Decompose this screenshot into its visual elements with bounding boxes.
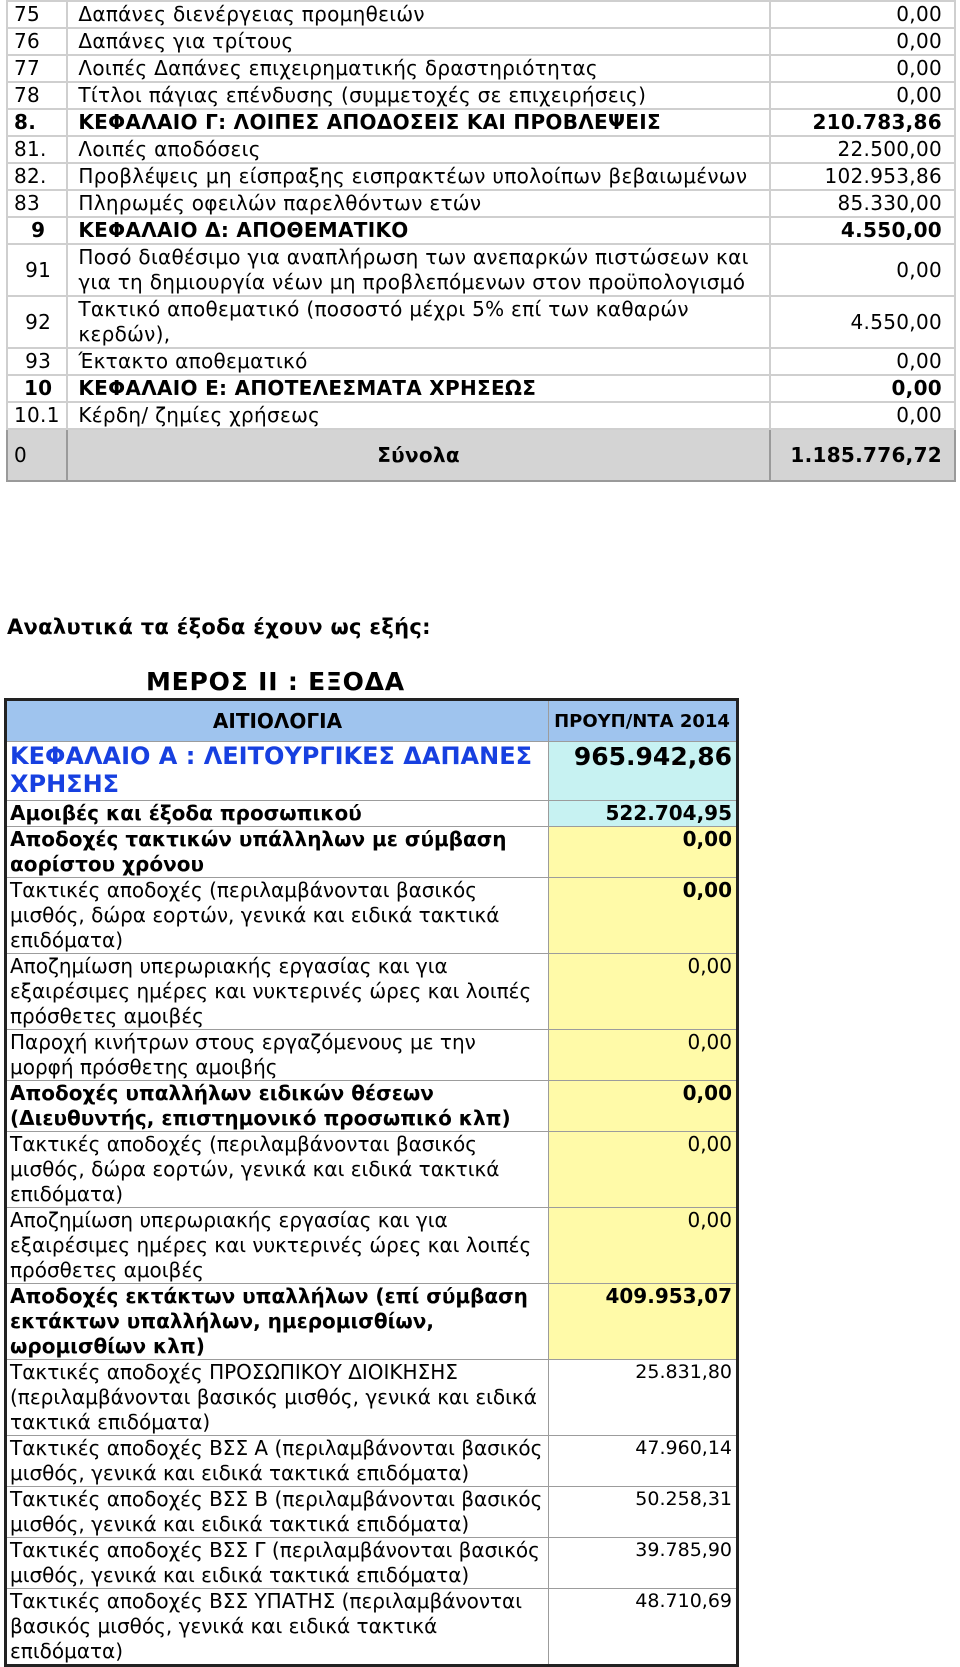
row-description: Παροχή κινήτρων στους εργαζόμενους με την μορφή πρόσθετης αμοιβής [6, 1030, 549, 1081]
row-description: Αποζημίωση υπερωριακής εργασίας και για εξαιρέσιμες ημέρες και νυκτερινές ώρες και λοιπές πρόσθετες αμοιβές [6, 954, 549, 1030]
totals-row [7, 429, 955, 481]
table-row [6, 1360, 738, 1436]
row-amount: 0,00 [549, 954, 738, 1030]
row-description: Τακτικές αποδοχές ΒΣΣ Γ (περιλαμβάνονται βασικός μισθός, γενικά και ειδικά τακτικά επιδόματα) [6, 1538, 549, 1589]
row-description: Τακτικές αποδοχές ΒΣΣ Α (περιλαμβάνονται βασικός μισθός, γενικά και ειδικά τακτικά επιδόματα) [6, 1436, 549, 1487]
row-code: 82. [7, 163, 67, 190]
table-row [6, 1132, 738, 1208]
row-description: Λοιπές αποδόσεις [67, 136, 769, 163]
row-amount: 0,00 [549, 878, 738, 954]
row-description: Αποδοχές τακτικών υπάλληλων με σύμβαση αορίστου χρόνου [6, 827, 549, 878]
row-description: Ποσό διαθέσιμο για αναπλήρωση των ανεπαρκών πιστώσεων και για τη δημιουργία νέων μη προβλεπόμενων στον προϋπολογισμό [67, 244, 769, 296]
row-description: Αποζημίωση υπερωριακής εργασίας και για εξαιρέσιμες ημέρες και νυκτερινές ώρες και λοιπές πρόσθετες αμοιβές [6, 1208, 549, 1284]
chapter-row [7, 217, 955, 244]
row-amount: 0,00 [549, 1208, 738, 1284]
expenses-header-row [6, 700, 738, 742]
row-description: Δαπάνες για τρίτους [67, 28, 769, 55]
row-code: 92 [7, 296, 67, 348]
expenses-table [4, 698, 739, 1667]
totals-amount: 1.185.776,72 [770, 429, 955, 481]
table-row [6, 801, 738, 827]
row-amount: 0,00 [549, 1081, 738, 1132]
table-row [7, 244, 955, 296]
row-code: 76 [7, 28, 67, 55]
row-amount: 0,00 [770, 55, 955, 82]
row-code: 91 [7, 244, 67, 296]
table-row [6, 1030, 738, 1081]
table-row [6, 1081, 738, 1132]
revenue-table [6, 0, 956, 482]
row-description: Κέρδη/ ζημίες χρήσεως [67, 402, 769, 429]
row-amount: 85.330,00 [770, 190, 955, 217]
table-row [7, 296, 955, 348]
table-row [6, 1487, 738, 1538]
row-amount: 22.500,00 [770, 136, 955, 163]
table-row [6, 1284, 738, 1360]
row-description: Αποδοχές εκτάκτων υπαλλήλων (επί σύμβαση εκτάκτων υπαλλήλων, ημερομισθίων, ωρομισθίων κλπ) [6, 1284, 549, 1360]
row-amount: 0,00 [549, 827, 738, 878]
row-description: ΚΕΦΑΛΑΙΟ Ε: ΑΠΟΤΕΛΕΣΜΑΤΑ ΧΡΗΣΕΩΣ [67, 375, 769, 402]
row-amount: 102.953,86 [770, 163, 955, 190]
row-description: Λοιπές Δαπάνες επιχειρηματικής δραστηριότητας [67, 55, 769, 82]
row-code: 10.1 [7, 402, 67, 429]
row-code: 83 [7, 190, 67, 217]
row-code: 9 [7, 217, 67, 244]
row-description: ΚΕΦΑΛΑΙΟ Α : ΛΕΙΤΟΥΡΓΙΚΕΣ ΔΑΠΑΝΕΣ ΧΡΗΣΗΣ [6, 742, 549, 801]
row-description: ΚΕΦΑΛΑΙΟ Γ: ΛΟΙΠΕΣ ΑΠΟΔΟΣΕΙΣ ΚΑΙ ΠΡΟΒΛΕΨΕΙΣ [67, 109, 769, 136]
row-amount: 47.960,14 [549, 1436, 738, 1487]
row-description: Τακτικές αποδοχές (περιλαμβάνονται βασικός μισθός, δώρα εορτών, γενικά και ειδικά τακτικά επιδόματα) [6, 878, 549, 954]
table-row [6, 1208, 738, 1284]
chapter-row [7, 375, 955, 402]
table-row [7, 190, 955, 217]
row-description: Έκτακτο αποθεματικό [67, 348, 769, 375]
analysis-heading: Αναλυτικά τα έξοδα έχουν ως εξής: [7, 615, 431, 639]
row-description: Προβλέψεις μη είσπραξης εισπρακτέων υπολοίπων βεβαιωμένων [67, 163, 769, 190]
chapter-row [6, 742, 738, 801]
row-amount: 965.942,86 [549, 742, 738, 801]
table-row [7, 28, 955, 55]
row-amount: 48.710,69 [549, 1589, 738, 1666]
chapter-row [7, 109, 955, 136]
table-row [7, 1, 955, 28]
row-amount: 4.550,00 [770, 217, 955, 244]
header-budget: ΠΡΟΥΠ/ΝΤΑ 2014 [549, 700, 738, 742]
row-amount: 0,00 [770, 375, 955, 402]
row-amount: 0,00 [770, 244, 955, 296]
row-amount: 4.550,00 [770, 296, 955, 348]
table-row [7, 82, 955, 109]
row-amount: 210.783,86 [770, 109, 955, 136]
row-amount: 0,00 [549, 1030, 738, 1081]
row-description: Αποδοχές υπαλλήλων ειδικών θέσεων (Διευθυντής, επιστημονικό προσωπικό κλπ) [6, 1081, 549, 1132]
row-code: 77 [7, 55, 67, 82]
row-amount: 0,00 [770, 28, 955, 55]
row-amount: 0,00 [549, 1132, 738, 1208]
table-row [7, 55, 955, 82]
row-code: 75 [7, 1, 67, 28]
table-row [6, 1538, 738, 1589]
row-description: Δαπάνες διενέργειας προμηθειών [67, 1, 769, 28]
table-row [7, 136, 955, 163]
table-row [7, 348, 955, 375]
row-amount: 0,00 [770, 402, 955, 429]
row-amount: 0,00 [770, 82, 955, 109]
row-description: Τακτικές αποδοχές ΠΡΟΣΩΠΙΚΟΥ ΔΙΟΙΚΗΣΗΣ (περιλαμβάνονται βασικός μισθός, γενικά και ειδικά τακτικά επιδόματα) [6, 1360, 549, 1436]
totals-label: Σύνολα [67, 429, 769, 481]
row-code: 8. [7, 109, 67, 136]
row-code: 78 [7, 82, 67, 109]
row-description: Τακτικές αποδοχές ΒΣΣ ΥΠΑΤΗΣ (περιλαμβάνονται βασικός μισθός, γενικά και ειδικά τακτικά επιδόματα) [6, 1589, 549, 1666]
table-row [6, 954, 738, 1030]
row-description: Τακτικές αποδοχές ΒΣΣ Β (περιλαμβάνονται βασικός μισθός, γενικά και ειδικά τακτικά επιδόματα) [6, 1487, 549, 1538]
row-code: 10 [7, 375, 67, 402]
table-row [6, 878, 738, 954]
row-amount: 409.953,07 [549, 1284, 738, 1360]
header-description: ΑΙΤΙΟΛΟΓΙΑ [6, 700, 549, 742]
table-row [7, 163, 955, 190]
table-row [6, 827, 738, 878]
row-amount: 0,00 [770, 348, 955, 375]
row-amount: 0,00 [770, 1, 955, 28]
row-description: ΚΕΦΑΛΑΙΟ Δ: ΑΠΟΘΕΜΑΤΙΚΟ [67, 217, 769, 244]
row-amount: 50.258,31 [549, 1487, 738, 1538]
row-description: Τακτικές αποδοχές (περιλαμβάνονται βασικός μισθός, δώρα εορτών, γενικά και ειδικά τακτικά επιδόματα) [6, 1132, 549, 1208]
row-description: Τίτλοι πάγιας επένδυσης (συμμετοχές σε επιχειρήσεις) [67, 82, 769, 109]
totals-code: 0 [7, 429, 67, 481]
row-amount: 25.831,80 [549, 1360, 738, 1436]
row-code: 93 [7, 348, 67, 375]
section-title: ΜΕΡΟΣ ΙΙ : ΕΞΟΔΑ [146, 667, 405, 696]
table-row [7, 402, 955, 429]
row-description: Πληρωμές οφειλών παρελθόντων ετών [67, 190, 769, 217]
row-amount: 39.785,90 [549, 1538, 738, 1589]
table-row [6, 1589, 738, 1666]
table-row [6, 1436, 738, 1487]
row-description: Αμοιβές και έξοδα προσωπικού [6, 801, 549, 827]
row-amount: 522.704,95 [549, 801, 738, 827]
row-code: 81. [7, 136, 67, 163]
row-description: Τακτικό αποθεματικό (ποσοστό μέχρι 5% επί των καθαρών κερδών), [67, 296, 769, 348]
